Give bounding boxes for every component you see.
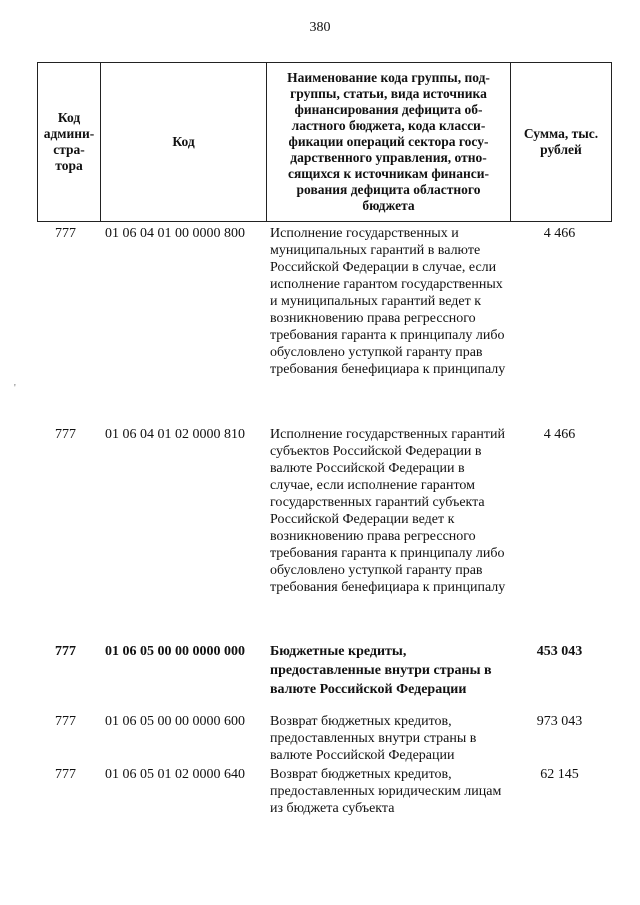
code-cell: 01 06 04 01 00 0000 800 bbox=[105, 226, 245, 241]
header-admin-code: Код админи-стра-тора bbox=[37, 63, 100, 221]
admin-code-cell: 777 bbox=[55, 427, 76, 442]
header-sum: Сумма, тыс. рублей bbox=[510, 63, 612, 221]
code-cell: 01 06 05 00 00 0000 600 bbox=[105, 714, 245, 729]
header-code: Код bbox=[100, 63, 266, 221]
admin-code-cell: 777 bbox=[55, 767, 76, 782]
code-cell: 01 06 04 01 02 0000 810 bbox=[105, 427, 245, 442]
admin-code-cell: 777 bbox=[55, 644, 76, 659]
table-header bbox=[37, 62, 612, 222]
admin-code-cell: 777 bbox=[55, 226, 76, 241]
name-cell: Исполнение государственных гарантий субъектов Российской Федерации в валюте Российской Федерации в случае, если исполнение гарантом государственных гарантий субъекта Российской Федерации ведет к возникновению права регрессного требования гаранта к принципалу либо обусловлено уступкой гаранту прав требования бенефициара к принципалу bbox=[270, 427, 506, 595]
margin-mark: ' bbox=[14, 383, 16, 394]
code-cell: 01 06 05 00 00 0000 000 bbox=[105, 644, 245, 659]
sum-cell: 4 466 bbox=[543, 427, 576, 442]
sum-cell: 4 466 bbox=[543, 226, 576, 241]
sum-cell: 973 043 bbox=[536, 714, 583, 729]
name-cell: Бюджетные кредиты, предоставленные внутри страны в валюте Российской Федерации bbox=[270, 644, 492, 697]
name-cell: Возврат бюджетных кредитов, предоставленных юридическим лицам из бюджета субъекта bbox=[270, 767, 502, 816]
sum-cell: 453 043 bbox=[536, 644, 583, 659]
name-cell: Исполнение государственных и муниципальных гарантий в валюте Российской Федерации в случае, если исполнение гарантом государственных и муниципальных гарантий ведет к возникновению права регрессного требования гаранта к принципалу либо обусловлено уступкой гаранту прав требования бенефициара к принципалу bbox=[270, 226, 506, 377]
code-cell: 01 06 05 01 02 0000 640 bbox=[105, 767, 245, 782]
page-number: 380 bbox=[309, 20, 331, 35]
name-cell: Возврат бюджетных кредитов, предоставленных внутри страны в валюте Российской Федерации bbox=[270, 714, 477, 763]
admin-code-cell: 777 bbox=[55, 714, 76, 729]
header-name: Наименование кода группы, под-группы, статьи, вида источника финансирования дефицита об-ластного бюджета, кода класси-фикации операций сектора госу-дарственного управления, отно-сящихся к источникам финанси-рования дефицита областного бюджета bbox=[266, 63, 510, 221]
sum-cell: 62 145 bbox=[540, 767, 579, 782]
